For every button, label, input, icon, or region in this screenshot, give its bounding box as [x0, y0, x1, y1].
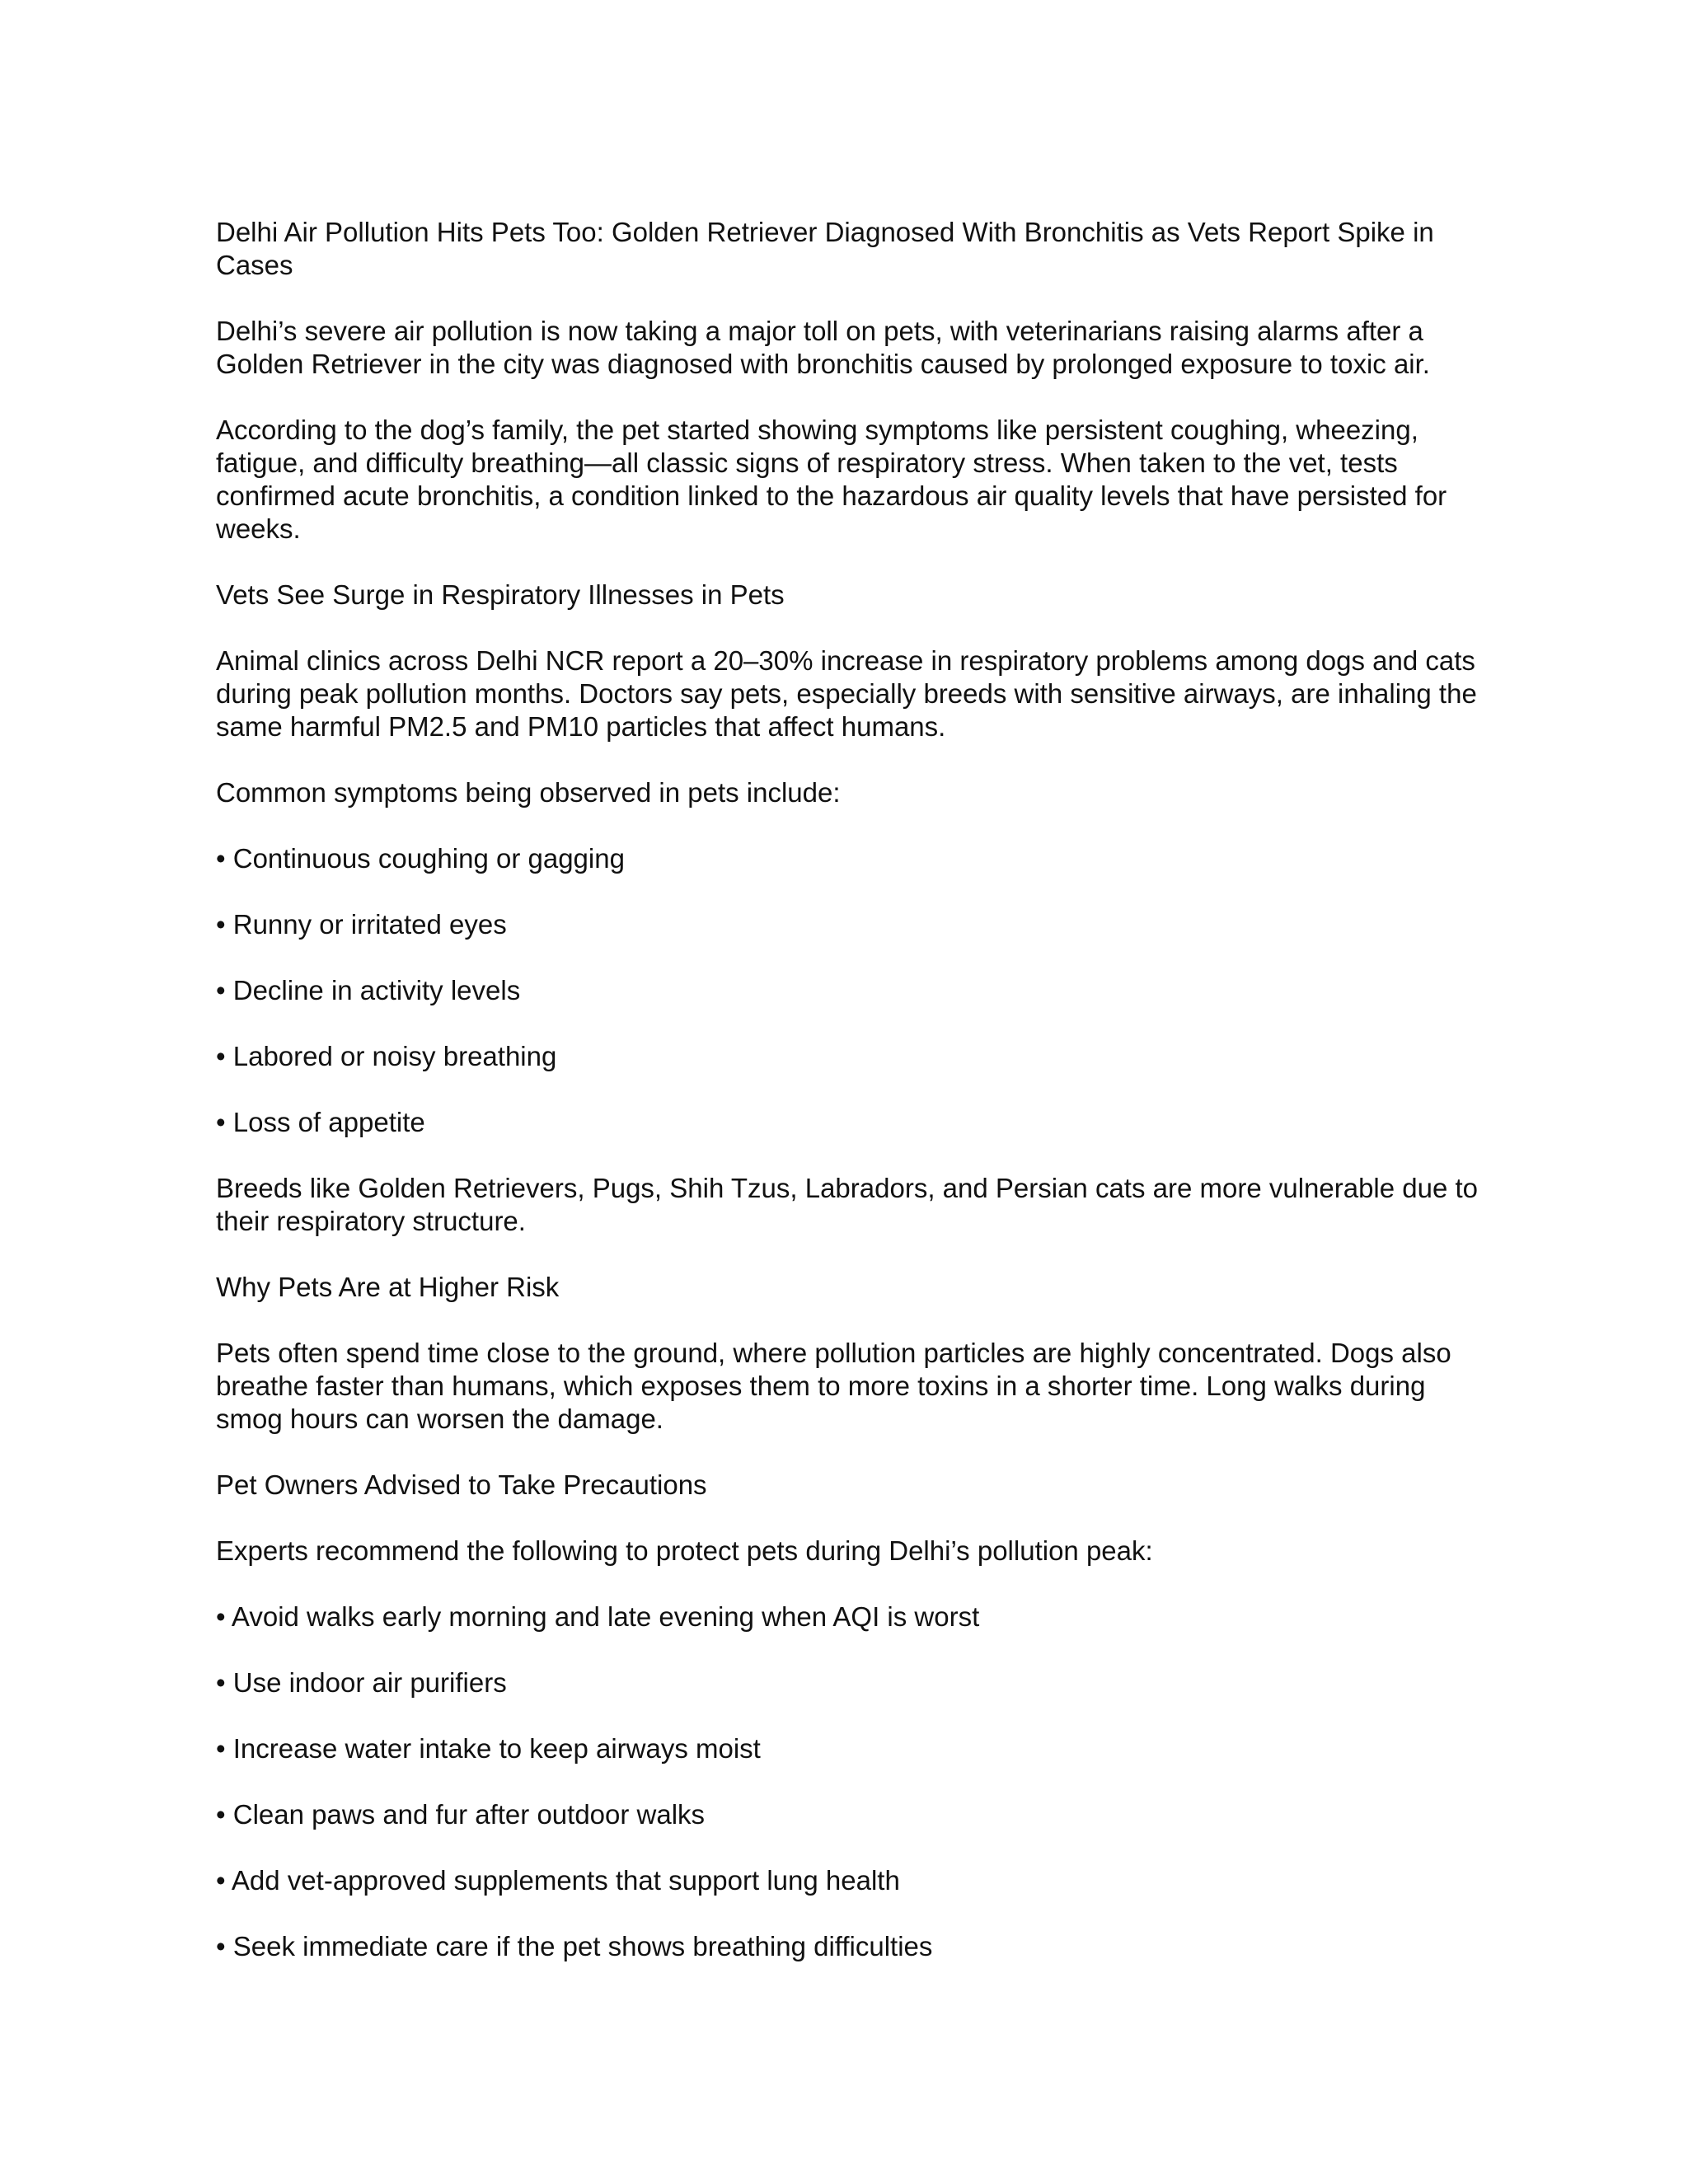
list-item	[216, 1864, 1485, 1897]
list-item-text: Labored or noisy breathing	[232, 1041, 557, 1071]
list-item	[216, 908, 1485, 941]
section-heading: Vets See Surge in Respiratory Illnesses in Pets	[216, 579, 785, 610]
intro-paragraph: According to the dog’s family, the pet started showing symptoms like persistent coughing, wheezing, fatigue, and difficulty breathing—all classic signs of respiratory stress. When taken to the vet, tests confirmed acute bronchitis, a condition linked to the hazardous air quality levels that have persisted for weeks.	[216, 415, 1447, 544]
list-intro: Common symptoms being observed in pets include:	[216, 777, 841, 808]
list-item-text: Clean paws and fur after outdoor walks	[232, 1799, 706, 1830]
section-heading: Pet Owners Advised to Take Precautions	[216, 1469, 707, 1500]
list-item-text: Avoid walks early morning and late evening when AQI is worst	[231, 1601, 980, 1632]
bullet-icon: •	[216, 1733, 226, 1764]
bullet-icon: •	[216, 1601, 226, 1632]
bullet-icon: •	[216, 1107, 226, 1137]
bullet-icon: •	[216, 909, 226, 940]
list-item	[216, 1601, 1485, 1633]
bullet-icon: •	[216, 1799, 226, 1830]
list-item	[216, 1798, 1485, 1831]
bullet-icon: •	[216, 975, 226, 1005]
list-item	[216, 1666, 1485, 1699]
article-title: Delhi Air Pollution Hits Pets Too: Golden Retriever Diagnosed With Bronchitis as Vets Report Spike in Cases	[216, 217, 1434, 280]
bullet-icon: •	[216, 1931, 226, 1961]
list-item-text: Use indoor air purifiers	[232, 1667, 507, 1698]
list-item-text: Decline in activity levels	[232, 975, 521, 1005]
list-item	[216, 1040, 1485, 1073]
bullet-icon: •	[216, 1865, 226, 1896]
list-item-text: Loss of appetite	[232, 1107, 425, 1137]
bullet-icon: •	[216, 1667, 226, 1698]
section-heading: Why Pets Are at Higher Risk	[216, 1272, 560, 1302]
list-item-text: Increase water intake to keep airways moist	[232, 1733, 761, 1764]
bullet-icon: •	[216, 1041, 226, 1071]
list-item	[216, 842, 1485, 875]
list-item	[216, 1732, 1485, 1765]
section-paragraph: Animal clinics across Delhi NCR report a 20–30% increase in respiratory problems among dogs and cats during peak pollution months. Doctors say pets, especially breeds with sensitive airways, are inhaling the same harmful PM2.5 and PM10 particles that affect humans.	[216, 645, 1477, 742]
precautions-list	[216, 1601, 1485, 1963]
list-item-text: Seek immediate care if the pet shows breathing difficulties	[232, 1931, 933, 1961]
section-paragraph: Pets often spend time close to the ground, where pollution particles are highly concentrated. Dogs also breathe faster than humans, which exposes them to more toxins in a shorter time. Long walks during smog hours can worsen the damage.	[216, 1338, 1451, 1434]
list-item	[216, 974, 1485, 1007]
list-item-text: Runny or irritated eyes	[232, 909, 507, 940]
list-intro: Experts recommend the following to protect pets during Delhi’s pollution peak:	[216, 1535, 1153, 1566]
list-item-text: Add vet-approved supplements that support lung health	[231, 1865, 900, 1896]
bullet-icon: •	[216, 843, 226, 874]
section-paragraph: Breeds like Golden Retrievers, Pugs, Shih Tzus, Labradors, and Persian cats are more vulnerable due to their respiratory structure.	[216, 1173, 1479, 1236]
article-body	[216, 216, 1485, 1996]
symptoms-list	[216, 842, 1485, 1139]
list-item-text: Continuous coughing or gagging	[232, 843, 625, 874]
intro-paragraph: Delhi’s severe air pollution is now taking a major toll on pets, with veterinarians raising alarms after a Golden Retriever in the city was diagnosed with bronchitis caused by prolonged exposure to toxic air.	[216, 316, 1430, 379]
list-item	[216, 1930, 1485, 1963]
list-item	[216, 1106, 1485, 1139]
